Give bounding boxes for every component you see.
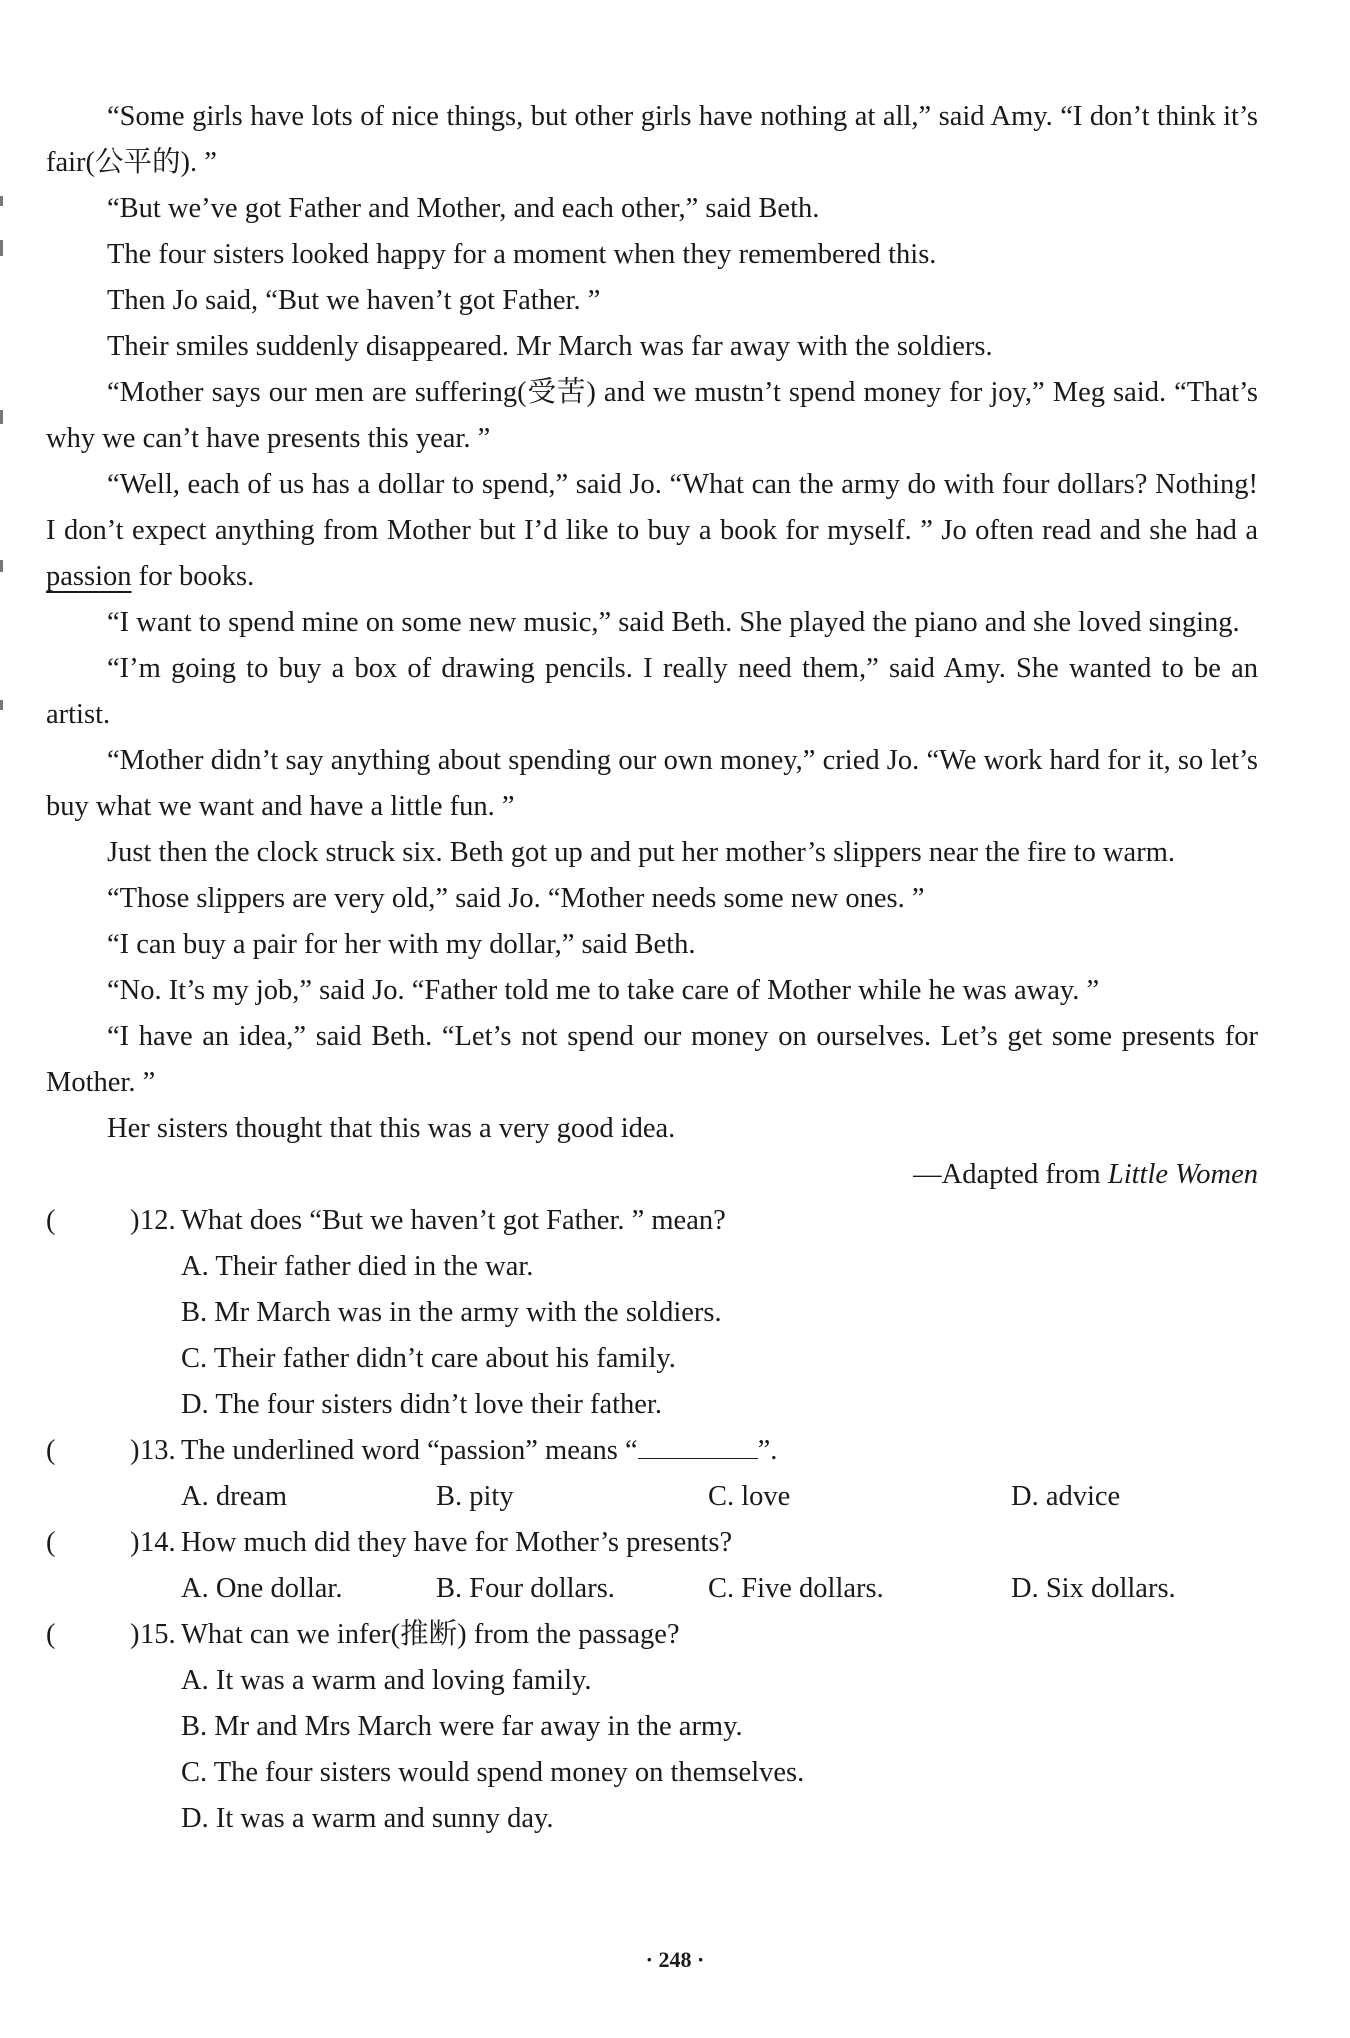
passage-paragraph: Their smiles suddenly disappeared. Mr March was far away with the soldiers. [107, 331, 993, 362]
passage-paragraph: “I want to spend mine on some new music,” said Beth. She played the piano and she loved singing. [107, 607, 1240, 638]
passage-paragraph: “But we’ve got Father and Mother, and each other,” said Beth. [107, 193, 820, 224]
option-b: B. Mr March was in the army with the soldiers. [181, 1297, 722, 1328]
passage-paragraph: “Mother didn’t say anything about spending our own money,” cried Jo. “We work hard for it, so let’s buy what we want and have a little fun. ” [46, 745, 1258, 822]
option-d: D. The four sisters didn’t love their father. [181, 1389, 662, 1420]
question-14 [46, 1520, 1258, 1612]
option-a: A. dream [181, 1481, 288, 1512]
scan-edge-mark [0, 700, 3, 710]
passage-paragraph: “Some girls have lots of nice things, but other girls have nothing at all,” said Amy. “I don’t think it’s fair(公平的). ” [46, 101, 1258, 178]
passage-paragraph: Her sisters thought that this was a very good idea. [107, 1113, 676, 1144]
reading-passage [46, 94, 1258, 1198]
option-c: C. Their father didn’t care about his family. [181, 1343, 676, 1374]
passage-paragraph: “Those slippers are very old,” said Jo. “Mother needs some new ones. ” [107, 883, 925, 914]
scan-edge-mark [0, 410, 3, 424]
option-c: C. Five dollars. [708, 1573, 884, 1604]
passage-text: “Well, each of us has a dollar to spend,” said Jo. “What can the army do with four dollars? Nothing! I don’t expect anything from Mother but I’d like to buy a book for myself. ” Jo often read and she had a [46, 469, 1258, 546]
page-number: · 248 · [645, 1947, 705, 1972]
answer-paren-open[interactable]: ( [46, 1205, 56, 1236]
passage-paragraph: The four sisters looked happy for a moment when they remembered this. [107, 239, 937, 270]
passage-paragraph [46, 462, 1258, 600]
document-page [46, 94, 1258, 1842]
passage-source: —Adapted from Little Women [913, 1159, 1258, 1190]
underlined-word: passion [46, 561, 132, 592]
answer-paren-open[interactable]: ( [46, 1527, 56, 1558]
question-number: 15. [140, 1619, 176, 1650]
question-13 [46, 1428, 1258, 1520]
option-a: A. Their father died in the war. [181, 1251, 534, 1282]
answer-blank [638, 1430, 758, 1459]
passage-paragraph: Just then the clock struck six. Beth got up and put her mother’s slippers near the fire to warm. [107, 837, 1175, 868]
question-stem: The underlined word “passion” means “ [181, 1435, 638, 1466]
passage-paragraph: Then Jo said, “But we haven’t got Father. ” [107, 285, 601, 316]
passage-paragraph: “I have an idea,” said Beth. “Let’s not spend our money on ourselves. Let’s get some presents for Mother. ” [46, 1021, 1258, 1098]
option-b: B. Mr and Mrs March were far away in the army. [181, 1711, 743, 1742]
passage-text: for books. [131, 561, 255, 592]
answer-paren-open[interactable]: ( [46, 1619, 56, 1650]
question-stem: What does “But we haven’t got Father. ” mean? [181, 1205, 726, 1236]
passage-paragraph: “No. It’s my job,” said Jo. “Father told me to take care of Mother while he was away. ” [107, 975, 1100, 1006]
question-number: 14. [140, 1527, 176, 1558]
question-number: 13. [140, 1435, 176, 1466]
answer-paren-close: ) [130, 1527, 140, 1558]
answer-paren-close: ) [130, 1435, 140, 1466]
question-12 [46, 1198, 1258, 1428]
option-b: B. pity [436, 1481, 514, 1512]
question-15 [46, 1612, 1258, 1842]
option-c: C. The four sisters would spend money on themselves. [181, 1757, 805, 1788]
question-number: 12. [140, 1205, 176, 1236]
option-c: C. love [708, 1481, 791, 1512]
passage-paragraph: “I’m going to buy a box of drawing pencils. I really need them,” said Amy. She wanted to be an artist. [46, 653, 1258, 730]
answer-paren-close: ) [130, 1619, 140, 1650]
book-title: Little Women [1107, 1159, 1258, 1190]
option-a: A. It was a warm and loving family. [181, 1665, 592, 1696]
option-d: D. It was a warm and sunny day. [181, 1803, 554, 1834]
scan-edge-mark [0, 560, 3, 572]
scan-edge-mark [0, 240, 3, 256]
option-d: D. advice [1011, 1481, 1121, 1512]
option-d: D. Six dollars. [1011, 1573, 1176, 1604]
option-a: A. One dollar. [181, 1573, 343, 1604]
answer-paren-close: ) [130, 1205, 140, 1236]
question-stem: What can we infer(推断) from the passage? [181, 1619, 680, 1650]
answer-paren-open[interactable]: ( [46, 1435, 56, 1466]
question-stem-end: ”. [757, 1435, 778, 1466]
option-b: B. Four dollars. [436, 1573, 615, 1604]
passage-paragraph: “Mother says our men are suffering(受苦) and we mustn’t spend money for joy,” Meg said. “That’s why we can’t have presents this year. ” [46, 377, 1258, 454]
passage-paragraph: “I can buy a pair for her with my dollar,” said Beth. [107, 929, 696, 960]
scan-edge-mark [0, 196, 3, 206]
question-stem: How much did they have for Mother’s presents? [181, 1527, 733, 1558]
